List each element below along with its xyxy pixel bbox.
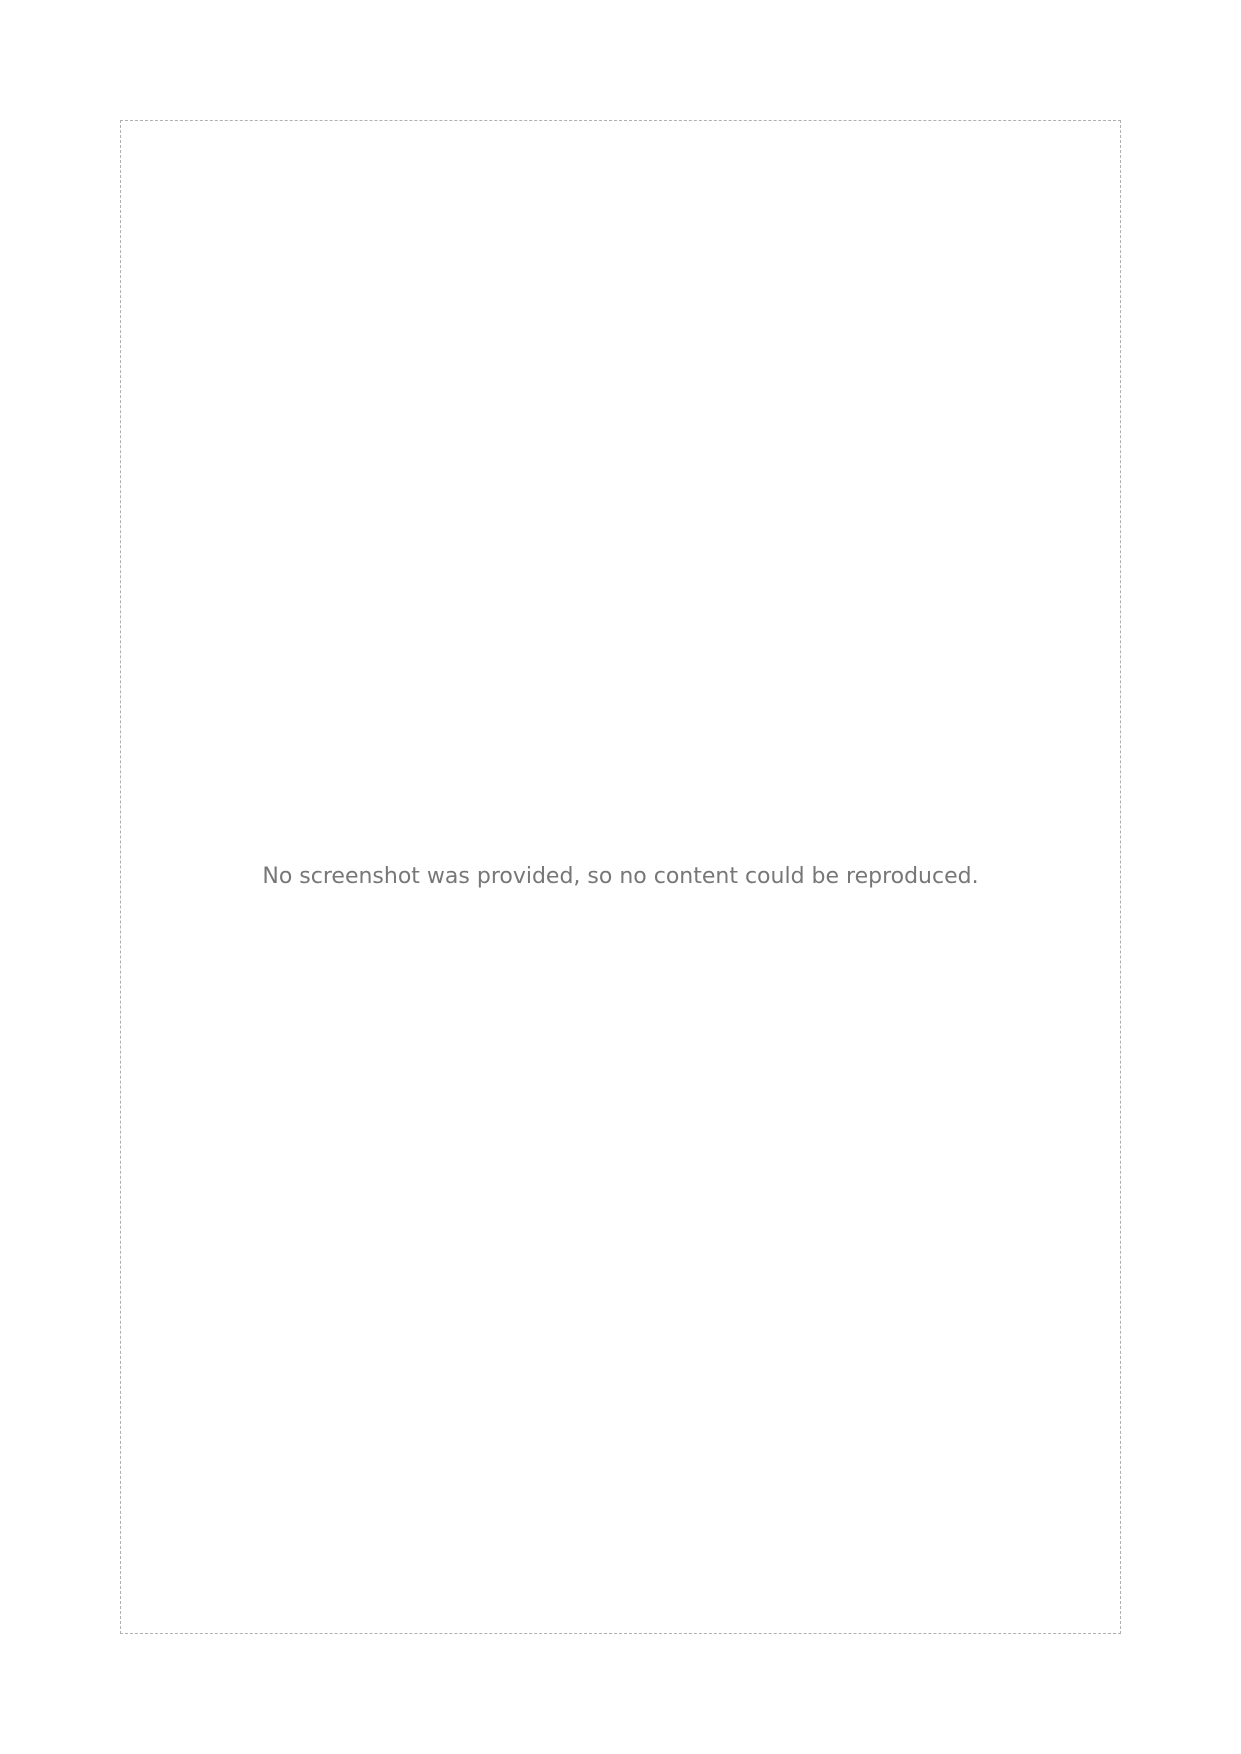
- placeholder-frame: [120, 120, 1121, 1634]
- placeholder-message: No screenshot was provided, so no content could be reproduced.: [262, 864, 979, 890]
